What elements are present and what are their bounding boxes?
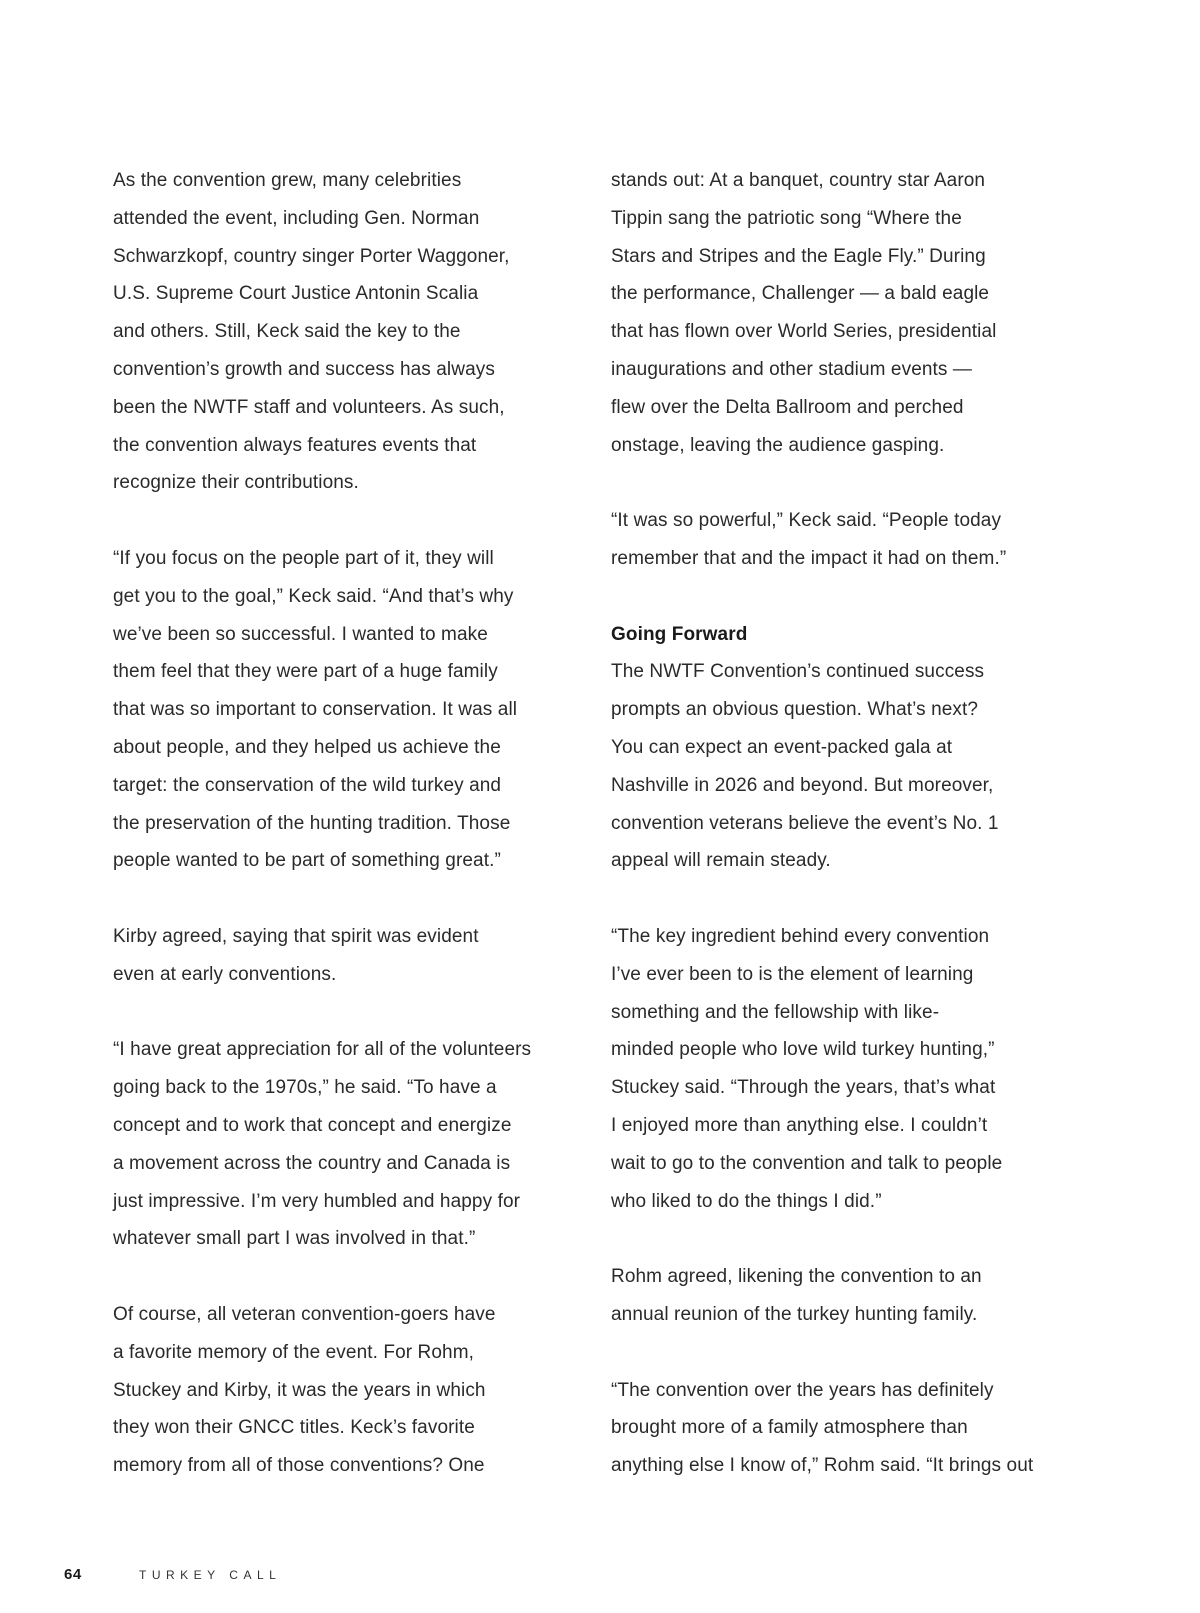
paragraph-gap bbox=[113, 994, 568, 1032]
text-line: As the convention grew, many celebrities bbox=[113, 170, 462, 191]
text-line: Stuckey and Kirby, it was the years in which bbox=[113, 1379, 486, 1401]
paragraph bbox=[113, 1031, 568, 1258]
paragraph bbox=[611, 1372, 1076, 1485]
paragraph bbox=[113, 918, 568, 994]
text-line: convention veterans believe the event’s No. 1 bbox=[611, 812, 999, 834]
text-line: been the NWTF staff and volunteers. As such, bbox=[113, 396, 505, 418]
text-line: “If you focus on the people part of it, they will bbox=[113, 547, 494, 569]
text-line: the preservation of the hunting tradition. Those bbox=[113, 812, 511, 834]
text-line: the convention always features events that bbox=[113, 434, 477, 456]
text-line: the performance, Challenger — a bald eagle bbox=[611, 283, 990, 305]
text-line: Kirby agreed, saying that spirit was evident bbox=[113, 925, 479, 947]
text-line: inaugurations and other stadium events — bbox=[611, 358, 972, 380]
paragraph-gap bbox=[113, 502, 568, 540]
left-column bbox=[113, 162, 568, 1485]
text-line: going back to the 1970s,” he said. “To have a bbox=[113, 1077, 497, 1099]
paragraph-gap bbox=[611, 880, 1076, 918]
text-line: I’ve ever been to is the element of learning bbox=[611, 963, 974, 985]
text-line: “The key ingredient behind every convention bbox=[611, 925, 990, 947]
section-paragraph bbox=[611, 616, 1076, 881]
text-line: and others. Still, Keck said the key to the bbox=[113, 321, 461, 343]
text-line: who liked to do the things I did.” bbox=[611, 1190, 882, 1212]
text-line: a favorite memory of the event. For Rohm, bbox=[113, 1341, 475, 1363]
text-line: something and the fellowship with like- bbox=[611, 1001, 940, 1023]
text-line: annual reunion of the turkey hunting family. bbox=[611, 1303, 978, 1325]
text-line: we’ve been so successful. I wanted to make bbox=[113, 623, 488, 645]
text-line: a movement across the country and Canada is bbox=[113, 1152, 511, 1174]
text-line: target: the conservation of the wild turkey and bbox=[113, 774, 502, 796]
paragraph bbox=[611, 1258, 1076, 1334]
text-line: stands out: At a banquet, country star Aaron bbox=[611, 170, 986, 191]
text-line: anything else I know of,” Rohm said. “It brings out bbox=[611, 1455, 1034, 1477]
text-line: memory from all of those conventions? One bbox=[113, 1455, 485, 1477]
text-line: Rohm agreed, likening the convention to an bbox=[611, 1266, 982, 1288]
paragraph-gap bbox=[611, 1334, 1076, 1372]
publication-name: TURKEY CALL bbox=[139, 1568, 282, 1582]
paragraph bbox=[113, 1296, 568, 1485]
text-line: people wanted to be part of something great.” bbox=[113, 850, 501, 872]
paragraph bbox=[611, 918, 1076, 1220]
paragraph-gap bbox=[611, 1220, 1076, 1258]
section-heading: Going Forward bbox=[611, 623, 748, 645]
paragraph-gap bbox=[113, 1258, 568, 1296]
text-line: You can expect an event-packed gala at bbox=[611, 736, 953, 758]
text-line: “I have great appreciation for all of the volunteers bbox=[113, 1039, 532, 1061]
text-line: minded people who love wild turkey hunting,” bbox=[611, 1039, 995, 1061]
text-line: get you to the goal,” Keck said. “And that’s why bbox=[113, 585, 514, 607]
text-line: appeal will remain steady. bbox=[611, 850, 831, 872]
text-line: Of course, all veteran convention-goers have bbox=[113, 1303, 496, 1325]
text-line: even at early conventions. bbox=[113, 963, 337, 985]
text-line: brought more of a family atmosphere than bbox=[611, 1417, 968, 1439]
text-line: wait to go to the convention and talk to people bbox=[611, 1152, 1003, 1174]
text-line: “The convention over the years has definitely bbox=[611, 1379, 994, 1401]
text-line: Tippin sang the patriotic song “Where the bbox=[611, 207, 962, 229]
paragraph-gap bbox=[113, 880, 568, 918]
text-line: Stars and Stripes and the Eagle Fly.” During bbox=[611, 245, 986, 267]
text-line: concept and to work that concept and energize bbox=[113, 1114, 512, 1136]
text-line: just impressive. I’m very humbled and happy for bbox=[113, 1190, 521, 1212]
text-line: Schwarzkopf, country singer Porter Waggoner, bbox=[113, 245, 510, 267]
paragraph bbox=[113, 540, 568, 880]
text-line: Nashville in 2026 and beyond. But moreover, bbox=[611, 774, 994, 796]
paragraph bbox=[113, 162, 568, 502]
right-column bbox=[611, 162, 1076, 1485]
text-line: convention’s growth and success has always bbox=[113, 358, 495, 380]
text-line: them feel that they were part of a huge family bbox=[113, 661, 498, 683]
text-line: whatever small part I was involved in that.” bbox=[113, 1228, 476, 1250]
text-line: Stuckey said. “Through the years, that’s what bbox=[611, 1077, 996, 1099]
text-line: prompts an obvious question. What’s next? bbox=[611, 699, 979, 721]
text-line: about people, and they helped us achieve the bbox=[113, 736, 501, 758]
paragraph bbox=[611, 162, 1076, 464]
paragraph-gap bbox=[611, 578, 1076, 616]
text-line: flew over the Delta Ballroom and perched bbox=[611, 396, 964, 418]
text-line: U.S. Supreme Court Justice Antonin Scalia bbox=[113, 283, 479, 305]
page-number: 64 bbox=[64, 1566, 82, 1583]
text-line: they won their GNCC titles. Keck’s favorite bbox=[113, 1417, 475, 1439]
text-line: remember that and the impact it had on them.” bbox=[611, 547, 1007, 569]
text-line: attended the event, including Gen. Norman bbox=[113, 207, 480, 229]
text-line: onstage, leaving the audience gasping. bbox=[611, 434, 945, 456]
paragraph bbox=[611, 502, 1076, 578]
text-line: I enjoyed more than anything else. I couldn’t bbox=[611, 1114, 988, 1136]
text-line: that has flown over World Series, presidential bbox=[611, 321, 997, 343]
paragraph-gap bbox=[611, 464, 1076, 502]
text-line: recognize their contributions. bbox=[113, 472, 359, 494]
text-line: The NWTF Convention’s continued success bbox=[611, 661, 985, 683]
text-line: that was so important to conservation. It was all bbox=[113, 699, 518, 721]
text-line: “It was so powerful,” Keck said. “People today bbox=[611, 510, 1002, 532]
